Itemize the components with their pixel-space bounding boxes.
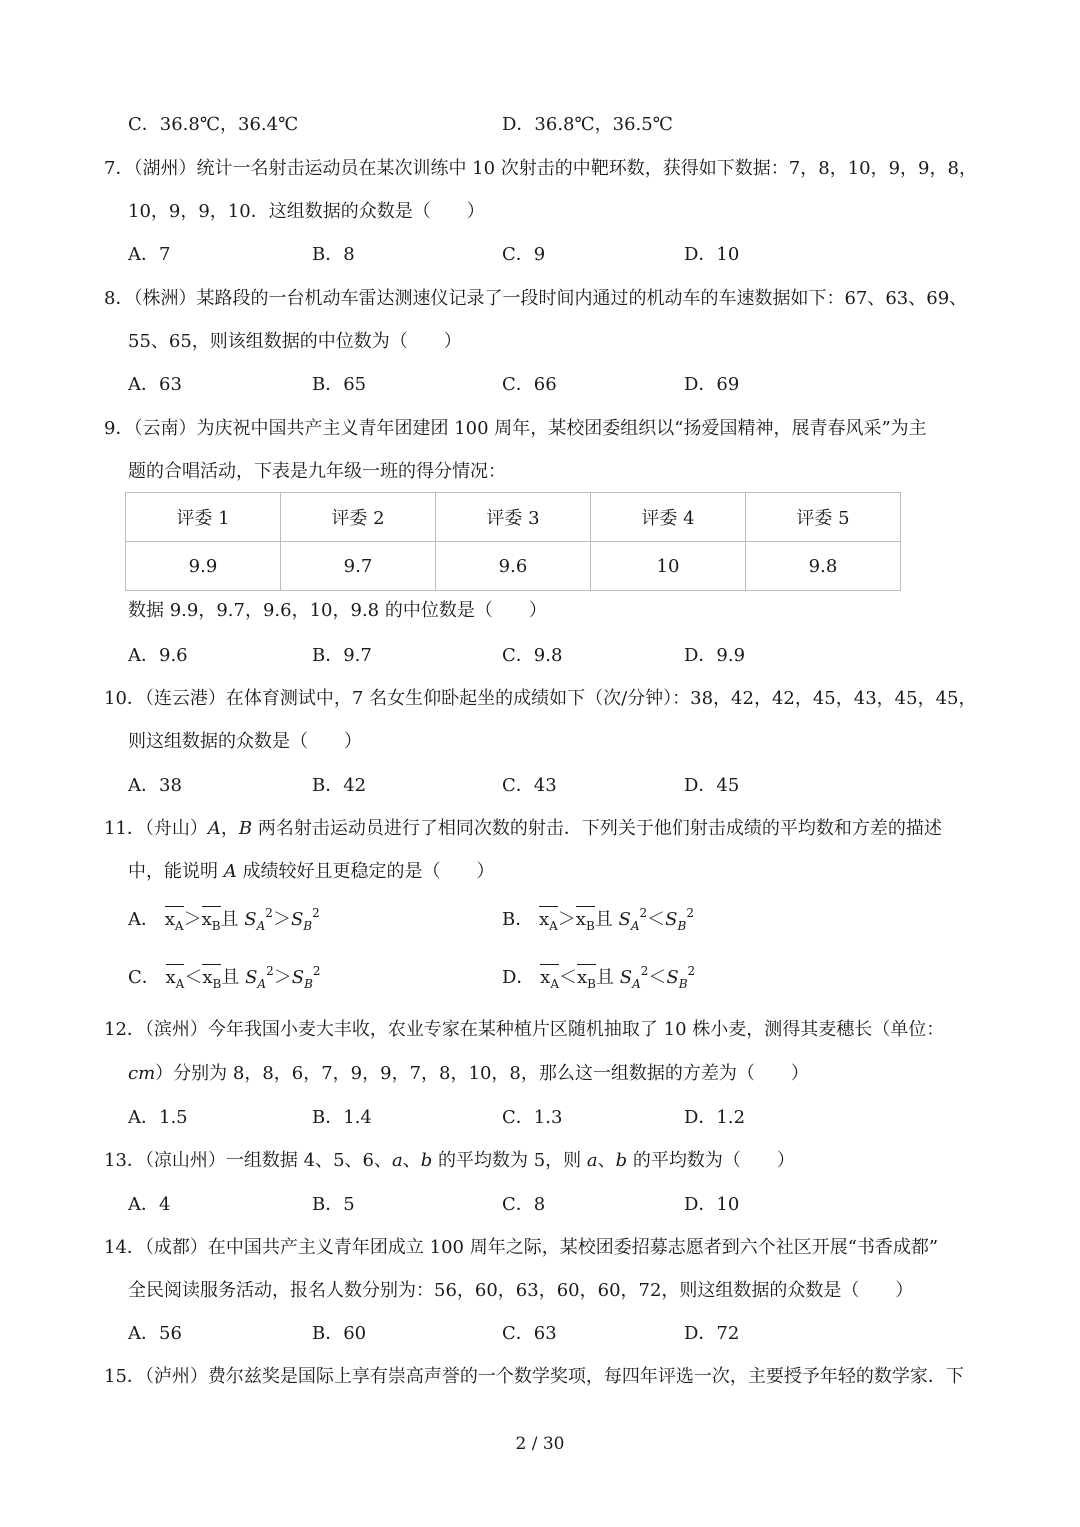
question-12-text: 12．（滨州）今年我国小麦大丰收，农业专家在某种植片区随机抽取了 10 株小麦，测得其麦穗长（单位： (104, 1019, 945, 1040)
q11-option-d: D． $x_A<x_B$且 $S_A^2<S_B^2$ (502, 964, 696, 991)
q11-option-a: A． $x_A>x_B$且 $S_A^2>S_B^2$ (128, 906, 320, 933)
q14-option-d: D．72 (684, 1323, 740, 1344)
table-header-cell: 评委 3 (436, 493, 591, 542)
question-13-text: 13．（凉山州）一组数据 4、5、6、a、b 的平均数为 5，则 a、b 的平均数为（ ） (104, 1150, 795, 1171)
q9-option-a: A．9.6 (128, 645, 188, 666)
score-table-value-row (126, 542, 901, 591)
option-label: B． (502, 909, 534, 930)
question-14-text-cont: 全民阅读服务活动，报名人数分别为：56，60，63，60，60，72，则这组数据的众数是（ ） (128, 1280, 914, 1301)
q7-option-c: C．9 (502, 244, 546, 265)
q12-line2-rest: ）分别为 8，8，6，7，9，9，7，8，10，8，那么这一组数据的方差为（ ） (155, 1063, 809, 1084)
question-8-text-cont: 55、65，则该组数据的中位数为（ ） (128, 331, 462, 352)
q12-option-d: D．1.2 (684, 1107, 746, 1128)
table-header-cell: 评委 1 (126, 493, 281, 542)
table-header-cell: 评委 4 (591, 493, 746, 542)
q11-line2-pre: 中，能说明 (128, 861, 224, 882)
q12-option-b: B．1.4 (312, 1107, 372, 1128)
mean-xb: $x_B$ (576, 906, 595, 932)
var-b: b (420, 1150, 433, 1171)
q8-option-b: B．65 (312, 374, 367, 395)
mean-xb: $x_B$ (202, 964, 221, 990)
table-cell: 9.8 (746, 542, 901, 591)
q9-option-b: B．9.7 (312, 645, 372, 666)
question-15-text: 15．（泸州）费尔兹奖是国际上享有崇高声誉的一个数学奖项，每四年评选一次，主要授予年轻的数学家．下 (104, 1366, 964, 1387)
option-d: D．36.8℃，36.5℃ (502, 114, 673, 135)
q8-option-a: A．63 (128, 374, 182, 395)
var-a: A (207, 818, 221, 839)
var-b: b (615, 1150, 628, 1171)
q11-option-b: B． $x_A>x_B$且 $S_A^2<S_B^2$ (502, 906, 694, 933)
option-c: C．36.8℃，36.4℃ (128, 114, 299, 135)
mean-xa: $x_A$ (540, 964, 559, 990)
var-b: B (238, 818, 253, 839)
mean-xa: $x_A$ (165, 906, 184, 932)
score-table-header-row (126, 493, 901, 542)
score-table (125, 492, 901, 591)
q13-option-c: C．8 (502, 1194, 546, 1215)
mean-xb: $x_B$ (577, 964, 596, 990)
q13-option-d: D．10 (684, 1194, 740, 1215)
question-10-text: 10．（连云港）在体育测试中，7 名女生仰卧起坐的成绩如下（次/分钟）：38，42，42，45，43，45，45， (104, 688, 977, 709)
table-header-cell: 评委 5 (746, 493, 901, 542)
q14-option-c: C．63 (502, 1323, 557, 1344)
q7-option-b: B．8 (312, 244, 355, 265)
var-a: A (223, 861, 237, 882)
question-14-text: 14．（成都）在中国共产主义青年团成立 100 周年之际，某校团委招募志愿者到六个社区开展“书香成都” (104, 1237, 939, 1258)
question-7-text-cont: 10，9，9，10．这组数据的众数是（ ） (128, 201, 485, 222)
q14-option-a: A．56 (128, 1323, 182, 1344)
var-a: a (391, 1150, 403, 1171)
q10-option-c: C．43 (502, 775, 557, 796)
mean-xa: $x_A$ (539, 906, 558, 932)
table-cell: 9.6 (436, 542, 591, 591)
question-9-subtext: 数据 9.9，9.7，9.6，10，9.8 的中位数是（ ） (128, 600, 547, 621)
q7-option-d: D．10 (684, 244, 740, 265)
question-9-text-cont: 题的合唱活动，下表是九年级一班的得分情况： (128, 461, 506, 482)
q12-option-a: A．1.5 (128, 1107, 188, 1128)
q14-option-b: B．60 (312, 1323, 367, 1344)
unit-cm: cm (128, 1063, 156, 1084)
q9-option-d: D．9.9 (684, 645, 746, 666)
q11-rest: 两名射击运动员进行了相同次数的射击．下列关于他们射击成绩的平均数和方差的描述 (252, 818, 942, 839)
question-9-text: 9．（云南）为庆祝中国共产主义青年团建团 100 周年，某校团委组织以“扬爱国精神，展青春风采”为主 (104, 418, 927, 439)
question-11-text-cont (128, 861, 494, 883)
option-label: D． (502, 967, 535, 988)
mean-xb: $x_B$ (202, 906, 221, 932)
q7-option-a: A．7 (128, 244, 171, 265)
question-10-text-cont: 则这组数据的众数是（ ） (128, 731, 362, 752)
option-label: A． (128, 909, 159, 930)
q13-option-b: B．5 (312, 1194, 355, 1215)
q8-option-d: D．69 (684, 374, 740, 395)
option-label: C． (128, 967, 160, 988)
q9-option-c: C．9.8 (502, 645, 563, 666)
q11-option-c: C． $x_A<x_B$且 $S_A^2>S_B^2$ (128, 964, 321, 991)
q11-line2-post: 成绩较好且更稳定的是（ ） (236, 861, 495, 882)
q10-option-d: D．45 (684, 775, 740, 796)
question-12-text-cont (128, 1063, 809, 1085)
q10-option-a: A．38 (128, 775, 182, 796)
q12-option-c: C．1.3 (502, 1107, 563, 1128)
question-8-text: 8．（株洲）某路段的一台机动车雷达测速仪记录了一段时间内通过的机动车的车速数据如下：67、63、69、 (104, 288, 968, 309)
table-header-cell: 评委 2 (281, 493, 436, 542)
q10-option-b: B．42 (312, 775, 367, 796)
table-cell: 10 (591, 542, 746, 591)
q13-option-a: A．4 (128, 1194, 171, 1215)
table-cell: 9.7 (281, 542, 436, 591)
question-11-text (104, 818, 942, 840)
q11-comma: ， (220, 818, 239, 839)
question-7-text: 7．（湖州）统计一名射击运动员在某次训练中 10 次射击的中靶环数，获得如下数据：7，8，10，9，9，8， (104, 158, 977, 179)
var-a: a (586, 1150, 598, 1171)
page-number: 2 / 30 (515, 1434, 565, 1454)
mean-xa: $x_A$ (166, 964, 185, 990)
q8-option-c: C．66 (502, 374, 557, 395)
table-cell: 9.9 (126, 542, 281, 591)
q11-prefix: 11．（舟山） (104, 818, 208, 839)
